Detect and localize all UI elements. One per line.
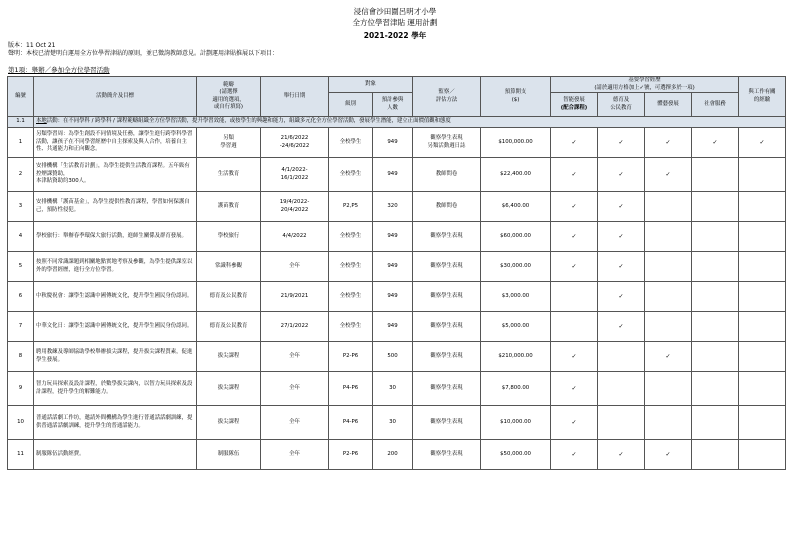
tick-moral: ✓ (598, 128, 645, 158)
tick-moral: ✓ (598, 312, 645, 342)
row-evaluation: 觀察學生表現 (413, 406, 481, 440)
row-activity: 聘用教練及導師協助學校舉辦拔尖課程，提升拔尖課程質素，促進學生發展。 (34, 342, 197, 372)
header-career: 與工作有關 的經驗 (739, 77, 786, 117)
row-participants: 200 (373, 440, 413, 470)
header-grade: 級別 (329, 93, 373, 117)
row-no: 10 (8, 406, 34, 440)
row-budget: $30,000.00 (481, 252, 551, 282)
tick-intellectual: ✓ (551, 372, 598, 406)
row-no: 3 (8, 192, 34, 222)
tick-career (739, 252, 786, 282)
school-name: 浸信會沙田圍呂明才小學 (353, 7, 437, 16)
tick-moral (598, 406, 645, 440)
row-grade: 全校學生 (329, 222, 373, 252)
table-row (8, 282, 786, 312)
tick-moral: ✓ (598, 192, 645, 222)
tick-career (739, 342, 786, 372)
section-description (34, 117, 786, 128)
header-intellectual (551, 93, 598, 117)
tick-intellectual: ✓ (551, 192, 598, 222)
row-no: 7 (8, 312, 34, 342)
header-experiences (551, 77, 739, 93)
tick-arts (645, 372, 692, 406)
row-date: 全年 (261, 406, 329, 440)
row-evaluation: 教師問卷 (413, 158, 481, 192)
row-date: 4/1/2022- 16/1/2022 (261, 158, 329, 192)
tick-community (692, 342, 739, 372)
tick-moral: ✓ (598, 440, 645, 470)
row-participants: 949 (373, 282, 413, 312)
row-domain: 德育及公民教育 (197, 282, 261, 312)
tick-intellectual: ✓ (551, 342, 598, 372)
row-no: 9 (8, 372, 34, 406)
header-activity: 活動簡介及目標 (34, 77, 197, 117)
row-grade: P2,P5 (329, 192, 373, 222)
row-domain: 拔尖課程 (197, 406, 261, 440)
row-activity: 制服隊伍活動經費。 (34, 440, 197, 470)
row-activity: 按照不同常識課題到相關地點實地考察及參觀，為學生提供課室以外的學習經歷，進行全方位學習。 (34, 252, 197, 282)
tick-intellectual: ✓ (551, 252, 598, 282)
row-domain: 拔尖課程 (197, 372, 261, 406)
tick-arts: ✓ (645, 128, 692, 158)
tick-community (692, 440, 739, 470)
tick-arts: ✓ (645, 342, 692, 372)
tick-moral (598, 342, 645, 372)
tick-intellectual: ✓ (551, 128, 598, 158)
row-grade: P4-P6 (329, 406, 373, 440)
tick-community (692, 222, 739, 252)
plan-table-body (8, 117, 786, 470)
row-date: 全年 (261, 252, 329, 282)
header-participants: 預計參與 人數 (373, 93, 413, 117)
row-no: 1 (8, 128, 34, 158)
section-title: 第1項：舉辦／參加全方位學習活動 (8, 66, 110, 74)
row-budget: $5,000.00 (481, 312, 551, 342)
tick-arts: ✓ (645, 440, 692, 470)
row-grade: 全校學生 (329, 252, 373, 282)
tick-arts (645, 282, 692, 312)
section-text: 活動：在不同學科 / 跨學科 / 課程範疇組織全方位學習活動，提升學習效能，或按學生的興趣和能力，組織多元化全方位學習活動，發展學生潛能，建立正面價值觀和態度 (46, 118, 451, 125)
row-domain: 制服隊伍 (197, 440, 261, 470)
row-budget: $210,000.00 (481, 342, 551, 372)
row-evaluation: 觀察學生表現 (413, 252, 481, 282)
section-id: 1.1 (8, 117, 34, 128)
school-year: 2021-2022 學年 (363, 31, 427, 40)
header-domain: 範疇 (請選擇 適用的選項， 或自行填寫) (197, 77, 261, 117)
row-budget: $50,000.00 (481, 440, 551, 470)
tick-career (739, 372, 786, 406)
table-row (8, 252, 786, 282)
row-domain: 拔尖課程 (197, 342, 261, 372)
row-participants: 320 (373, 192, 413, 222)
tick-arts: ✓ (645, 158, 692, 192)
row-evaluation: 觀察學生表現 (413, 372, 481, 406)
tick-moral: ✓ (598, 252, 645, 282)
tick-arts (645, 192, 692, 222)
table-row (8, 192, 786, 222)
tick-career: ✓ (739, 128, 786, 158)
row-date: 19/4/2022- 20/4/2022 (261, 192, 329, 222)
tick-career (739, 440, 786, 470)
row-domain: 常識科參觀 (197, 252, 261, 282)
row-evaluation: 觀察學生表現 (413, 222, 481, 252)
row-date: 全年 (261, 372, 329, 406)
header-date: 舉行日期 (261, 77, 329, 117)
row-date: 4/4/2022 (261, 222, 329, 252)
statement-line: 聲明：本校已清楚明白運用全方位學習津貼的原則，並已徵詢教師意見。計劃運用津貼推展以下項目： (8, 50, 279, 57)
header-evaluation: 監察／ 評估方法 (413, 77, 481, 117)
tick-community (692, 252, 739, 282)
tick-community (692, 158, 739, 192)
header-moral: 德育及 公民教育 (598, 93, 645, 117)
table-row (8, 158, 786, 192)
table-row (8, 222, 786, 252)
table-row (8, 128, 786, 158)
tick-moral: ✓ (598, 158, 645, 192)
header-intellectual-title: 智能發展 (563, 97, 585, 103)
row-activity: 普通話話劇工作坊，邀請外間機構為學生進行普通話話劇訓練，提供普通話話劇訓練，提升學生的普通話能力。 (34, 406, 197, 440)
tick-community (692, 406, 739, 440)
row-participants: 949 (373, 222, 413, 252)
tick-intellectual: ✓ (551, 222, 598, 252)
tick-community (692, 372, 739, 406)
row-budget: $3,000.00 (481, 282, 551, 312)
tick-intellectual (551, 312, 598, 342)
table-row (8, 372, 786, 406)
header-arts: 體藝發展 (645, 93, 692, 117)
row-no: 6 (8, 282, 34, 312)
row-participants: 949 (373, 158, 413, 192)
row-grade: P2-P6 (329, 342, 373, 372)
tick-arts (645, 406, 692, 440)
row-grade: 全校學生 (329, 158, 373, 192)
row-no: 11 (8, 440, 34, 470)
tick-intellectual: ✓ (551, 406, 598, 440)
row-participants: 949 (373, 128, 413, 158)
row-budget: $22,400.00 (481, 158, 551, 192)
row-evaluation: 觀察學生表現 (413, 342, 481, 372)
tick-intellectual: ✓ (551, 158, 598, 192)
row-grade: P4-P6 (329, 372, 373, 406)
tick-moral: ✓ (598, 282, 645, 312)
tick-moral: ✓ (598, 222, 645, 252)
tick-community (692, 312, 739, 342)
row-activity: 智力玩具探索及設計課程，於數學拔尖課內，以智力玩具探索及設計課程，提升學生的解難能力。 (34, 372, 197, 406)
row-participants: 500 (373, 342, 413, 372)
row-date: 全年 (261, 342, 329, 372)
tick-career (739, 192, 786, 222)
row-budget: $100,000.00 (481, 128, 551, 158)
row-evaluation: 觀察學生表現 (413, 282, 481, 312)
row-participants: 30 (373, 372, 413, 406)
row-date: 27/1/2022 (261, 312, 329, 342)
row-no: 2 (8, 158, 34, 192)
tick-career (739, 158, 786, 192)
row-domain: 德育及公民教育 (197, 312, 261, 342)
tick-intellectual (551, 282, 598, 312)
row-budget: $6,400.00 (481, 192, 551, 222)
tick-career (739, 406, 786, 440)
plan-table (7, 76, 786, 470)
row-evaluation: 觀察學生表現 (413, 440, 481, 470)
tick-career (739, 312, 786, 342)
table-row (8, 342, 786, 372)
tick-career (739, 282, 786, 312)
tick-arts (645, 222, 692, 252)
tick-community: ✓ (692, 128, 739, 158)
tick-intellectual: ✓ (551, 440, 598, 470)
header-target: 對象 (329, 77, 413, 93)
row-date: 21/6/2022 -24/6/2022 (261, 128, 329, 158)
row-date: 全年 (261, 440, 329, 470)
header-experiences-note: (請於適用方格加上✓號，可選擇多於一項) (594, 84, 695, 91)
row-activity: 安排機構「護苗基金」，為學生提供性教育課程，學習如何保護自己，預防性侵犯。 (34, 192, 197, 222)
row-participants: 949 (373, 252, 413, 282)
row-activity: 另類學習周：為學生創設不同情境及任務，讓學生進行跨學科學習活動，讓孩子在不同學習經歷中自主探索及與人合作，培養自主性、共通能力和正向觀念。 (34, 128, 197, 158)
tick-arts (645, 312, 692, 342)
table-row (8, 312, 786, 342)
header-intellectual-sub: (配合課程) (560, 104, 588, 111)
row-domain: 護苗教育 (197, 192, 261, 222)
section-lead: 本地 (36, 118, 47, 125)
row-participants: 30 (373, 406, 413, 440)
row-grade: P2-P6 (329, 440, 373, 470)
version-line: 版本：11 Oct 21 (8, 42, 56, 49)
row-activity: 中秋慶祝會：讓學生認識中國傳統文化，提升學生國民身份認同。 (34, 282, 197, 312)
row-activity: 中華文化日：讓學生認識中國傳統文化，提升學生國民身份認同。 (34, 312, 197, 342)
row-activity: 學校旅行：舉辦春季環保大旅行活動，進師生關係及群育發展。 (34, 222, 197, 252)
row-evaluation: 觀察學生表現 (413, 312, 481, 342)
row-domain: 生活教育 (197, 158, 261, 192)
row-domain: 學校旅行 (197, 222, 261, 252)
document-subtitle: 全方位學習津貼 運用計劃 (352, 18, 438, 27)
row-budget: $7,800.00 (481, 372, 551, 406)
tick-arts (645, 252, 692, 282)
row-budget: $10,000.00 (481, 406, 551, 440)
row-evaluation: 觀察學生表現 另類活動週日誌 (413, 128, 481, 158)
row-domain: 另類 學習週 (197, 128, 261, 158)
tick-career (739, 222, 786, 252)
header-experiences-title: 基要學習經歷 (628, 77, 661, 83)
header-community: 社會服務 (692, 93, 739, 117)
row-evaluation: 教師問卷 (413, 192, 481, 222)
row-participants: 949 (373, 312, 413, 342)
row-grade: 全校學生 (329, 128, 373, 158)
header-no: 編號 (8, 77, 34, 117)
row-no: 4 (8, 222, 34, 252)
row-grade: 全校學生 (329, 312, 373, 342)
row-date: 21/9/2021 (261, 282, 329, 312)
row-no: 8 (8, 342, 34, 372)
row-no: 5 (8, 252, 34, 282)
header-budget: 預算開支 ($) (481, 77, 551, 117)
tick-community (692, 282, 739, 312)
tick-community (692, 192, 739, 222)
table-row (8, 440, 786, 470)
tick-moral (598, 372, 645, 406)
row-budget: $60,000.00 (481, 222, 551, 252)
row-grade: 全校學生 (329, 282, 373, 312)
row-activity: 安排機構「生活教育計劃」，為學生提供生活教育課程。五年級有控煙課贊助， 本津貼資助約300人。 (34, 158, 197, 192)
table-row (8, 406, 786, 440)
section-row (8, 117, 786, 128)
